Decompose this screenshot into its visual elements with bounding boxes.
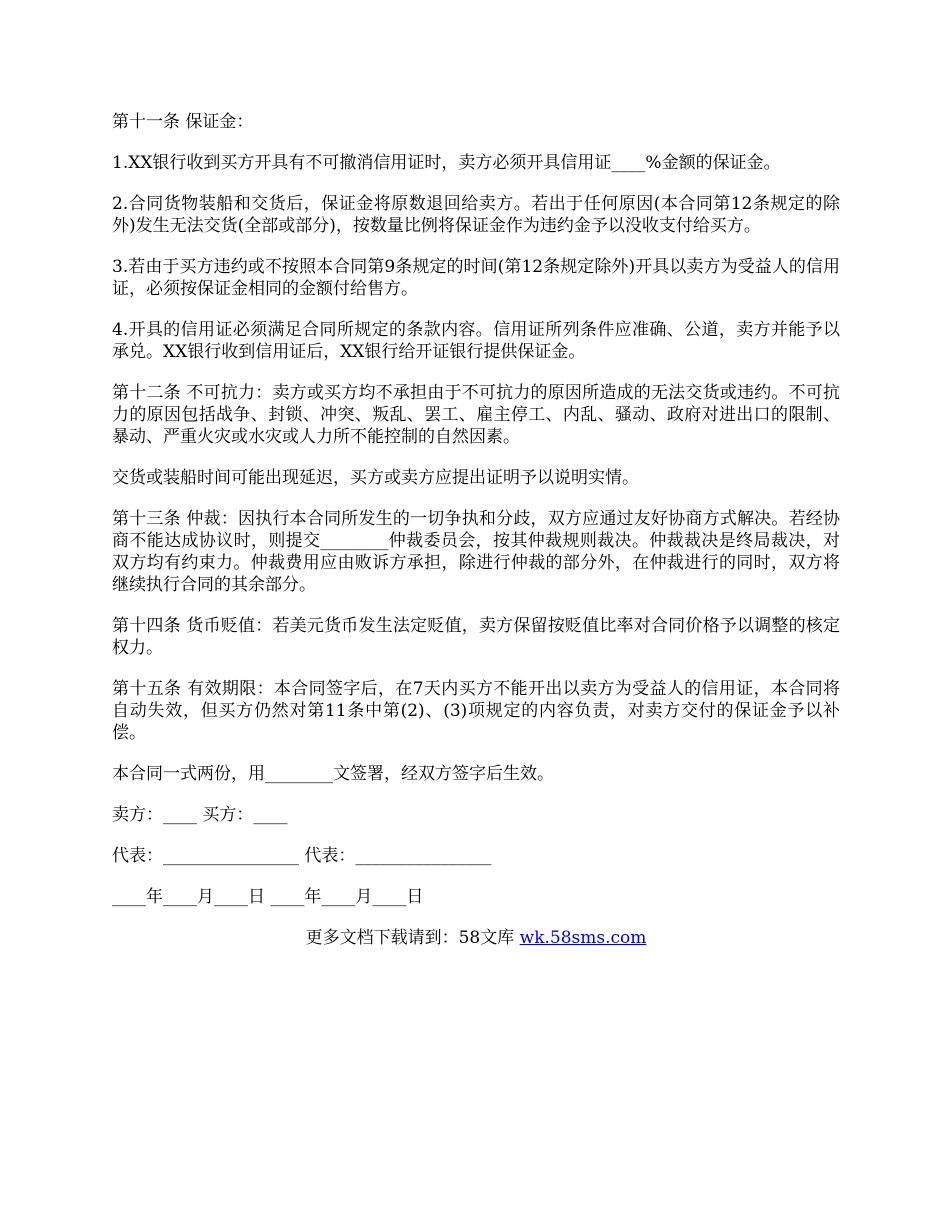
date-line: ____年____月____日 ____年____月____日: [112, 887, 424, 907]
article-11-clause-1: 1.XX银行收到买方开具有不可撤消信用证时，卖方必须开具信用证____%金额的保证金。: [112, 153, 781, 173]
download-footer: [112, 927, 840, 949]
article-13-arbitration: 第十三条 仲裁：因执行本合同所发生的一切争执和分歧，双方应通过友好协商方式解决。若经协商不能达成协议时，则提交________仲裁委员会，按其仲裁规则裁决。仲裁裁决是终局裁决，对双方均有约束力。仲裁费用应由败诉方承担，除进行仲裁的部分外，在仲裁进行的同时，双方将继续执行合同的其余部分。: [112, 509, 840, 595]
article-15-validity-period: 第十五条 有效期限：本合同签字后，在7天内买方不能开出以卖方为受益人的信用证，本合同将自动失效，但买方仍然对第11条中第(2)、(3)项规定的内容负责，对卖方交付的保证金予以补偿。: [112, 679, 840, 743]
article-11-clause-4: 4.开具的信用证必须满足合同所规定的条款内容。信用证所列条件应准确、公道，卖方并能予以承兑。XX银行收到信用证后，XX银行给开证银行提供保证金。: [112, 320, 840, 362]
footer-link[interactable]: wk.58sms.com: [519, 928, 647, 948]
representative-signature-line: 代表：________________ 代表：________________: [112, 846, 492, 866]
article-14-currency-devaluation: 第十四条 货币贬值：若美元货币发生法定贬值，卖方保留按贬值比率对合同价格予以调整的核定权力。: [112, 616, 840, 658]
article-11-heading: 第十一条 保证金：: [112, 112, 254, 132]
article-12-force-majeure: 第十二条 不可抗力：卖方或买方均不承担由于不可抗力的原因所造成的无法交货或违约。不可抗力的原因包括战争、封锁、冲突、叛乱、罢工、雇主停工、内乱、骚动、政府对进出口的限制、暴动、严重火灾或水灾或人力所不能控制的自然因素。: [112, 383, 840, 447]
footer-prefix: 更多文档下载请到：58文库: [305, 928, 520, 948]
seller-buyer-signature-line: 卖方：____ 买方：____: [112, 805, 288, 825]
article-11-clause-2: 2.合同货物装船和交货后，保证金将原数退回给卖方。若出于任何原因(本合同第12条规定的除外)发生无法交货(全部或部分)，按数量比例将保证金作为违约金予以没收支付给买方。: [112, 194, 840, 236]
delivery-delay-note: 交货或装船时间可能出现延迟，买方或卖方应提出证明予以说明实情。: [112, 468, 639, 488]
article-11-clause-3: 3.若由于买方违约或不按照本合同第9条规定的时间(第12条规定除外)开具以卖方为受益人的信用证，必须按保证金相同的金额付给售方。: [112, 257, 840, 299]
document-page: [112, 111, 840, 968]
copies-language-clause: 本合同一式两份，用________文签署，经双方签字后生效。: [112, 764, 554, 784]
